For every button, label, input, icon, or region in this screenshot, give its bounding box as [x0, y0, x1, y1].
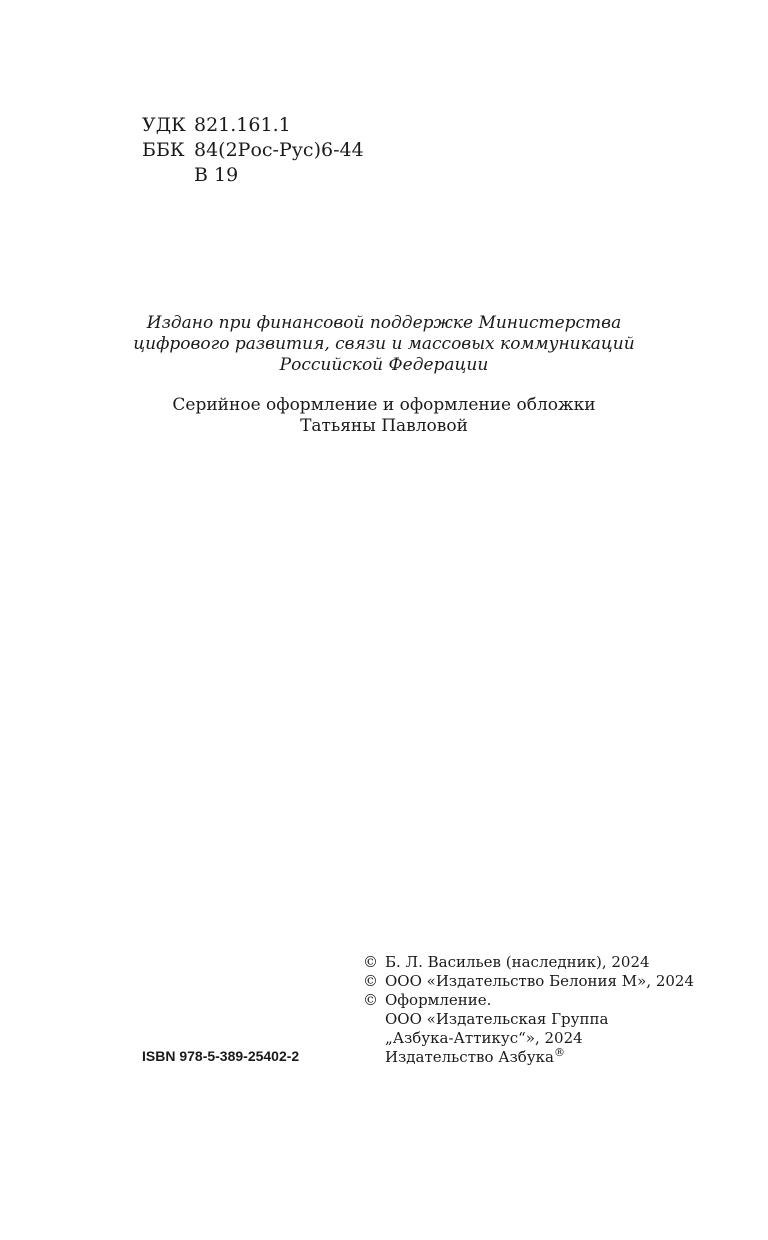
registered-trademark-symbol: ® [553, 1046, 565, 1059]
copyright-continuation: „Азбука-Аттикус“», 2024 [385, 1029, 583, 1047]
funding-note-line: цифрового развития, связи и массовых коммуникаций [133, 334, 635, 354]
author-mark: В 19 [194, 164, 239, 186]
bbk-value: 84(2Рос-Рус)6-44 [194, 139, 364, 161]
udk-value: 821.161.1 [194, 114, 291, 136]
classification-block [142, 113, 364, 188]
copyright-line [363, 953, 694, 972]
copyright-symbol: © [363, 972, 378, 990]
isbn: ISBN 978-5-389-25402-2 [142, 1048, 300, 1064]
bbk-row [142, 138, 364, 163]
funding-note-line: Издано при финансовой поддержке Министерства [146, 313, 622, 333]
udk-row [142, 113, 364, 138]
udk-label: УДК [142, 114, 186, 136]
design-credit-line: Серийное оформление и оформление обложки [172, 395, 596, 415]
copyright-line [363, 991, 694, 1010]
bbk-label: ББК [142, 139, 185, 161]
funding-note [0, 313, 768, 376]
funding-note-line: Российской Федерации [279, 355, 489, 375]
copyright-continuation-last [363, 1048, 694, 1067]
design-credit [0, 395, 768, 437]
copyright-text: Б. Л. Васильев (наследник), 2024 [385, 953, 650, 971]
copyright-text: Оформление. [385, 991, 492, 1009]
copyright-symbol: © [363, 991, 378, 1009]
copyright-symbol: © [363, 953, 378, 971]
copyright-text: ООО «Издательство Белония М», 2024 [385, 972, 695, 990]
publisher-name: Издательство Азбука [385, 1048, 554, 1066]
design-credit-designer: Татьяны Павловой [300, 416, 468, 436]
copyright-block [363, 953, 694, 1067]
copyright-continuation: ООО «Издательская Группа [385, 1010, 609, 1028]
copyright-line [363, 972, 694, 991]
